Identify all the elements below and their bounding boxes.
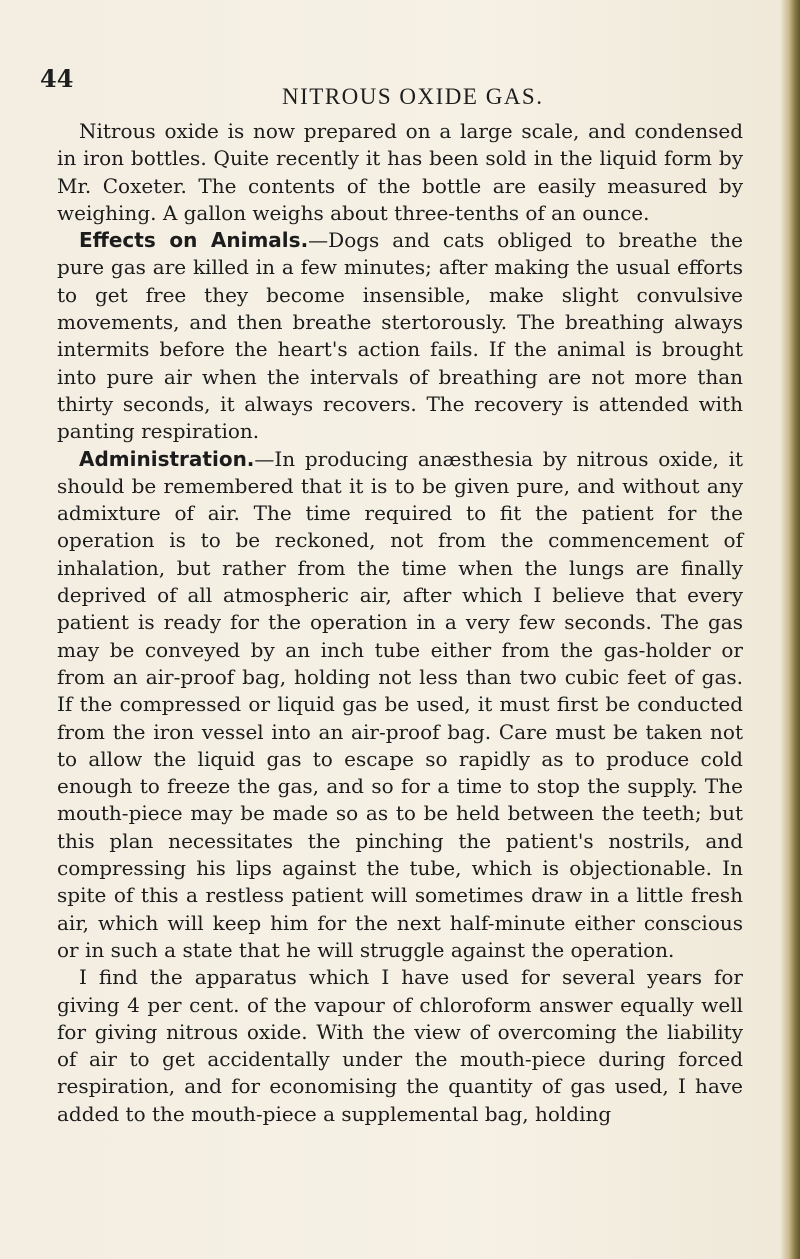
paragraph-text: Nitrous oxide is now prepared on a large scale, and condensed in iron bottles. Quite recently it has been sold in the liquid form by Mr. Coxeter. The contents of the bottle are easily measured by weighing. A gallon weighs about three-tenths of an ounce. (57, 119, 743, 225)
running-head: NITROUS OXIDE GAS. (282, 84, 544, 109)
section-heading-effects-on-animals: Effects on Animals. (79, 228, 309, 253)
paragraph-3 (57, 446, 743, 965)
body-text (57, 118, 743, 1128)
paragraph-text: —In producing anæsthesia by nitrous oxide, it should be remembered that it is to be given pure, and without any admixture of air. The time required to fit the patient for the operation is to be reckoned, not from the commencement of inhalation, but rather from the time when the lungs are finally deprived of all atmospheric air, after which I believe that every patient is ready for the operation in a very few seconds. The gas may be conveyed by an inch tube either from the gas-holder or from an air-proof bag, holding not less than two cubic feet of gas. If the compressed or liquid gas be used, it must first be conducted from the iron vessel into an air-proof bag. Care must be taken not to allow the liquid gas to escape so rapidly as to produce cold enough to freeze the gas, and so for a time to stop the supply. The mouth-piece may be made so as to be held between the teeth; but this plan necessitates the pinching the patient's nostrils, and compressing his lips against the tube, which is objectionable. In spite of this a restless patient will sometimes draw in a little fresh air, which will keep him for the next half-minute either conscious or in such a state that he will struggle against the operation. (57, 446, 743, 962)
section-heading-administration: Administration. (79, 446, 255, 471)
paragraph-text: I find the apparatus which I have used for several years for giving 4 per cent. of the vapour of chloroform answer equally well for giving nitrous oxide. With the view of overcoming the liability of air to get accidentally under the mouth-piece during forced respiration, and for economising the quantity of gas used, I have added to the mouth-piece a supplemental bag, holding (57, 965, 743, 1126)
page-edge-shadow (780, 0, 800, 1259)
page-number: 44 (40, 64, 74, 93)
paragraph-4 (57, 964, 743, 1128)
paragraph-text: —Dogs and cats obliged to breathe the pure gas are killed in a few minutes; after making the usual efforts to get free they become insensible, make slight convulsive movements, and then breathe stertorously. The breathing always intermits before the heart's action fails. If the animal is brought into pure air when the intervals of breathing are not more than thirty seconds, it always recovers. The recovery is attended with panting respiration. (57, 228, 744, 444)
paragraph-2 (57, 227, 743, 445)
paragraph-1 (57, 118, 743, 227)
